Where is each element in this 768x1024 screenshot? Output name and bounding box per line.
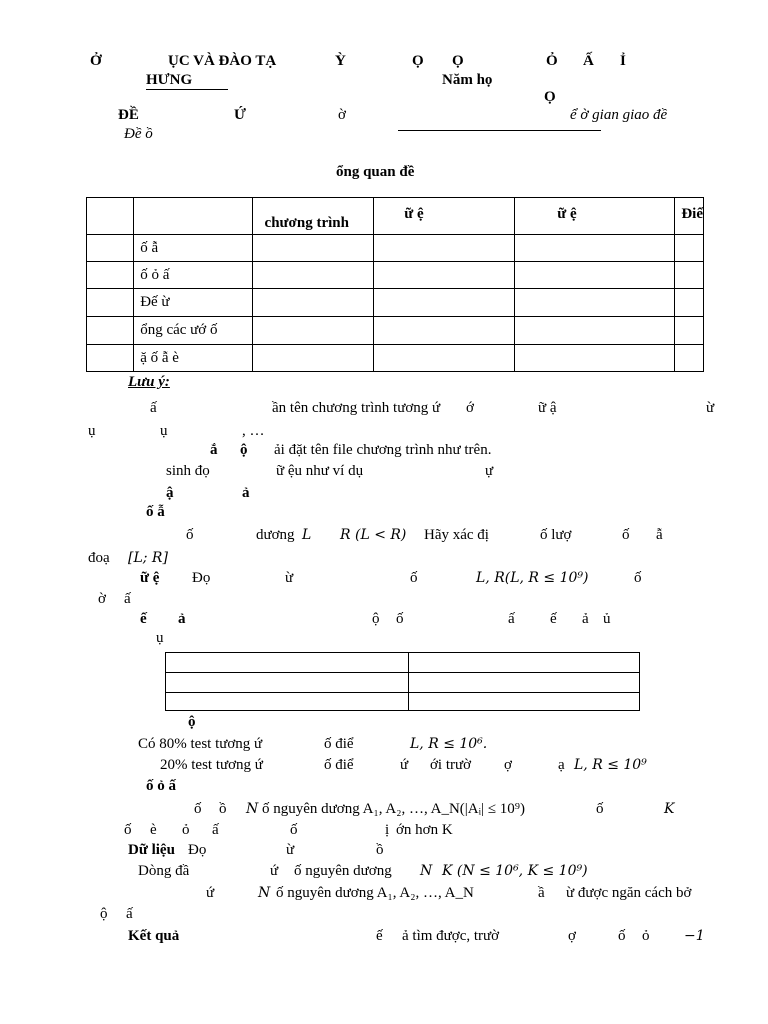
p2-stmt2-f: ị: [385, 822, 390, 838]
p2-line-c2: ấ: [126, 906, 133, 922]
p2-output-label: Kết quả: [128, 928, 180, 944]
p1-stmt-L: L: [302, 527, 312, 543]
note-line-5b: ả: [242, 485, 250, 501]
p1-stmt-a: ố: [186, 527, 194, 543]
p1-input-c: ố: [410, 570, 418, 586]
p2-output-a: ế: [376, 928, 383, 944]
p2-line-b1: ứ: [206, 885, 215, 901]
header-underline: [146, 89, 228, 90]
header-line1-d: Ọ: [412, 53, 424, 69]
header-exam-title: ĐỀ: [118, 107, 139, 123]
table-cell-task: ổng các ướ ố: [134, 317, 252, 345]
header-time-note: ể ờ gian giao đề: [570, 107, 668, 123]
table-cell-task: ố ẫ: [134, 235, 252, 262]
p1-constraint2-g: L, R ≤ 10⁹: [574, 757, 647, 773]
p1-input-label: ữ ệ: [140, 570, 160, 586]
problem1-title: ố ẫ: [146, 504, 165, 520]
col-header-input: ữ ệ: [374, 198, 515, 235]
note-line-3c: ải đặt tên file chương trình như trên.: [274, 442, 492, 458]
p2-stmt-a: ố: [194, 801, 202, 817]
p2-input-a: Đọ: [188, 842, 207, 858]
header-divider: [398, 130, 601, 131]
header-school-year: Năm họ: [442, 72, 493, 88]
p1-constraint1-b: ố điể: [324, 736, 354, 752]
p2-stmt2-e: ố: [290, 822, 298, 838]
p1-constraint2-d: ới trườ: [430, 757, 472, 773]
note-line-4b: ữ ệu như ví dụ: [276, 463, 364, 479]
table-cell-task: ố ỏ ấ: [134, 262, 252, 289]
p2-stmt2-b: è: [150, 822, 157, 838]
overview-table: [86, 197, 704, 372]
p2-output-b: ả tìm được, trườ: [402, 928, 500, 944]
p1-input-a: Đọ: [192, 570, 211, 586]
p2-line-b5: ừ được ngăn cách bở: [566, 885, 692, 901]
p2-output-e: ỏ: [642, 928, 650, 944]
p2-input-c: ồ: [376, 842, 384, 858]
p1-stmt-c: Hãy xác đị: [424, 527, 489, 543]
header-line1-e: Ọ: [452, 53, 464, 69]
overview-title: ổng quan đề: [336, 164, 415, 180]
p2-line-c1: ộ: [100, 906, 108, 922]
p2-stmt-d: ố: [596, 801, 604, 817]
p2-output-c: ợ: [568, 928, 576, 944]
p1-stmt-d: ố lượ: [540, 527, 572, 543]
p1-stmt-b: dương: [256, 527, 295, 543]
table-row: [87, 262, 704, 289]
p1-output-h: ủ: [603, 611, 611, 627]
p1-constraint2-e: ợ: [504, 757, 512, 773]
col-header-program: chương trình: [252, 198, 374, 235]
p2-line-a4: N: [420, 863, 433, 879]
p1-output-c: ộ: [372, 611, 380, 627]
p1-output-f: ế: [550, 611, 557, 627]
note-line-1a: ấ: [150, 400, 157, 416]
p1-constraint2-b: ố điể: [324, 757, 354, 773]
note-line-2a: ụ: [88, 423, 96, 439]
table-row: [87, 289, 704, 317]
p1-stmt-e: ố: [622, 527, 630, 543]
header-line1-b: ỤC VÀ ĐÀO TẠ: [168, 53, 277, 69]
p2-stmt2-g: ớn hơn K: [396, 822, 453, 838]
header-exam-title-c: ờ: [338, 107, 346, 123]
col-header-score: Điể: [675, 198, 704, 235]
note-line-4a: sinh đọ: [166, 463, 210, 479]
problem2-title: ố ỏ ấ: [146, 778, 176, 794]
example-table: [165, 652, 640, 711]
p2-stmt-N: N: [246, 801, 259, 817]
note-line-1d: ữ ậ: [538, 400, 557, 416]
p2-line-a5: K (N ≤ 10⁶, K ≤ 10⁹): [442, 863, 588, 879]
p2-stmt2-a: ố: [124, 822, 132, 838]
p1-output-a: ế: [140, 611, 147, 627]
table-cell-task: Đế ừ: [134, 289, 252, 317]
note-line-3b: ộ: [240, 442, 248, 458]
p1-input-e: ố: [634, 570, 642, 586]
note-line-1b: ần tên chương trình tương ứ: [272, 400, 441, 416]
header-line1-a: Ở: [90, 53, 102, 69]
note-line-3a: ắ: [210, 442, 218, 458]
p2-stmt2-d: ấ: [212, 822, 219, 838]
p2-input-label: Dữ liệu: [128, 842, 175, 858]
table-row: [87, 345, 704, 372]
table-row: [166, 653, 640, 673]
p1-constraint2-c: ứ: [400, 757, 409, 773]
header-exam-title-b: Ứ: [234, 107, 246, 123]
header-pages: Đề ồ: [124, 126, 153, 142]
p2-stmt-c: ố nguyên dương A₁, A₂, …, A_N(|Aᵢ| ≤ 10⁹): [262, 801, 526, 817]
header-line1-f: Ỏ: [546, 53, 558, 69]
p2-input-b: ừ: [286, 842, 295, 858]
p1-output-g: ả: [582, 611, 589, 627]
note-line-4c: ự: [485, 463, 494, 479]
note-line-5a: ậ: [166, 485, 174, 501]
p1-stmt-R: R (L < R): [340, 527, 407, 543]
table-row: [87, 235, 704, 262]
p2-stmt2-c: ỏ: [182, 822, 190, 838]
p1-stmt2-range: [L; R]: [128, 550, 168, 566]
p1-constraint1-a: Có 80% test tương ứ: [138, 736, 263, 752]
header-subject: Ọ: [544, 89, 556, 105]
table-cell-task: ặ ố ẫ è: [134, 345, 252, 372]
p2-line-a1: Dòng đầ: [138, 863, 190, 879]
notes-label: Lưu ý:: [128, 374, 170, 390]
p2-line-b2: N: [258, 885, 271, 901]
p1-output-e: ấ: [508, 611, 515, 627]
p2-output-d: ố: [618, 928, 626, 944]
header-province: HƯNG: [146, 72, 193, 88]
p1-stmt2-a: đoạ: [88, 550, 110, 566]
p1-output-line2: ụ: [156, 630, 164, 646]
table-row: [166, 693, 640, 711]
p1-input-d: L, R(L, R ≤ 10⁹): [476, 570, 589, 586]
col-header-name: [134, 198, 252, 235]
p2-stmt-K: K: [664, 801, 675, 817]
p1-input-b: ừ: [285, 570, 294, 586]
table-row: [87, 317, 704, 345]
p1-output-d: ố: [396, 611, 404, 627]
note-line-1e: ừ: [706, 400, 715, 416]
p2-line-b4: ầ: [538, 885, 545, 901]
p1-constraint2-f: ạ: [558, 757, 565, 773]
p2-output-f: −1: [684, 928, 705, 944]
p1-input2-a: ờ: [98, 591, 106, 607]
table-row: [166, 673, 640, 693]
p1-constraints-label: ộ: [188, 714, 196, 730]
p2-line-a3: ố nguyên dương: [294, 863, 392, 879]
header-line1-c: Ỳ: [335, 53, 346, 69]
p2-line-b3: ố nguyên dương A₁, A₂, …, A_N: [276, 885, 474, 901]
note-line-2c: , …: [242, 423, 265, 439]
table-header-row: [87, 198, 704, 235]
p1-stmt-f: ẫ: [656, 527, 663, 543]
p2-line-a2: ứ: [270, 863, 279, 879]
p1-output-b: ả: [178, 611, 186, 627]
p1-constraint2-a: 20% test tương ứ: [160, 757, 263, 773]
col-header-index: [87, 198, 134, 235]
p1-input2-b: ấ: [124, 591, 131, 607]
p1-constraint1-c: L, R ≤ 10⁶.: [410, 736, 488, 752]
col-header-output: ữ ệ: [515, 198, 675, 235]
note-line-1c: ớ: [466, 400, 474, 416]
note-line-2b: ụ: [160, 423, 168, 439]
p2-stmt-b: ồ: [219, 801, 227, 817]
header-line1-h: Ỉ: [620, 53, 626, 69]
header-line1-g: Ấ: [583, 53, 594, 69]
